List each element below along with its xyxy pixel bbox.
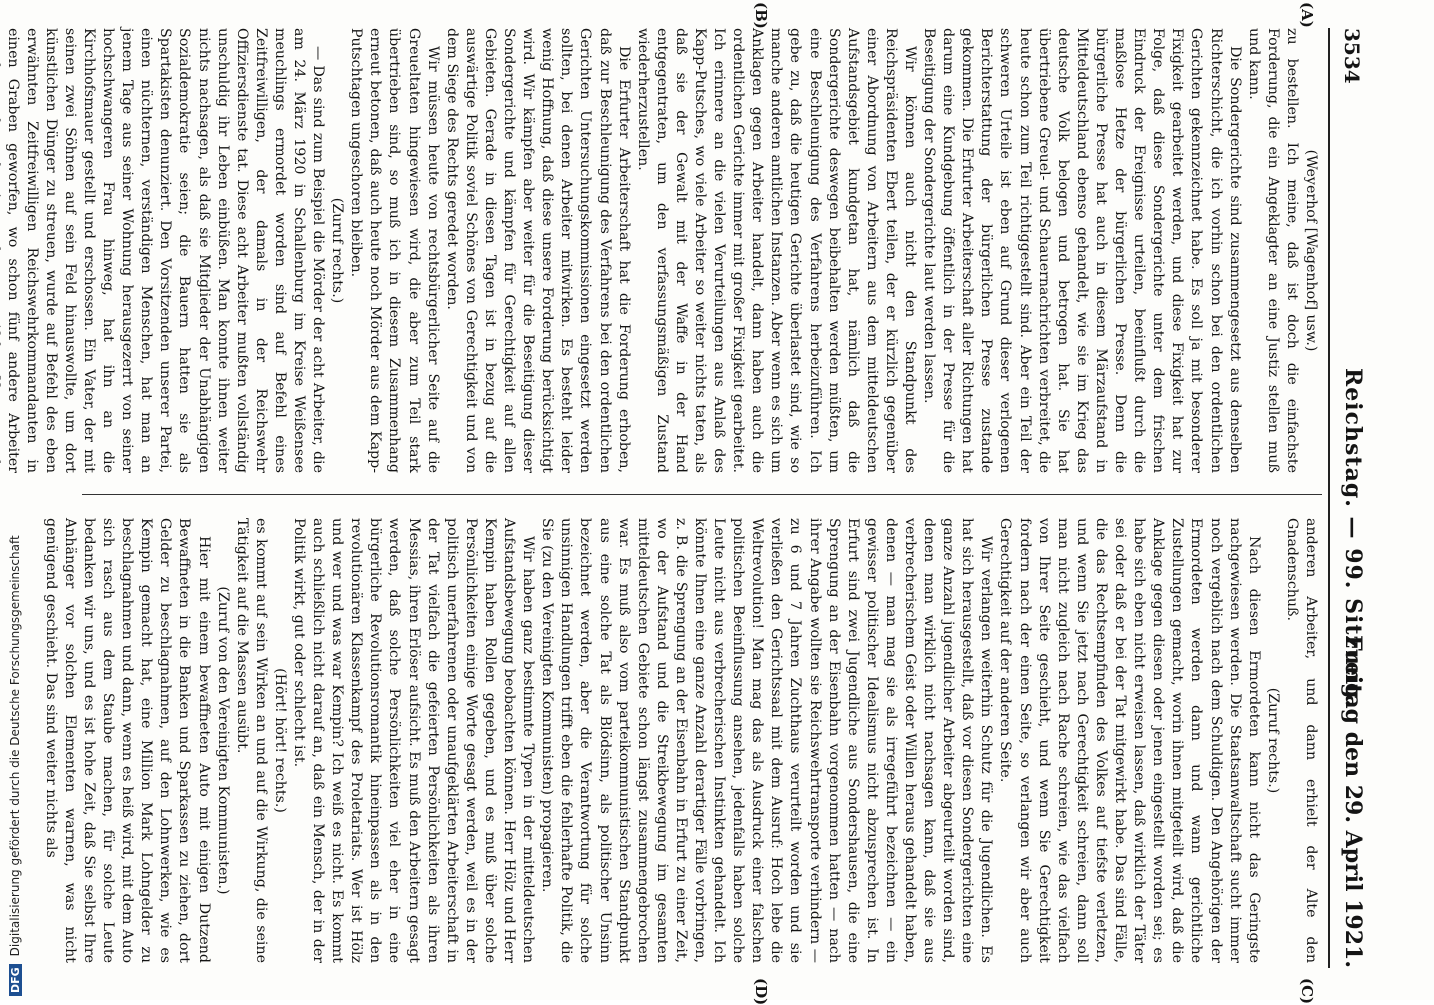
right-column [42, 518, 1320, 963]
session-date: Freitag den 29. April 1921. [1340, 635, 1366, 968]
left-paragraph: Wir müssen heute von rechtsbürgerlicher Seite auf die Greueltaten hingewiesen wird, die aber zum Teil stark übertrieben sind, so muß ich in diesem Zusammenhang erneut betonen, daß auch heute noch Mörder aus dem Kapp-Putschtagen ungeschoren bleiben. [348, 28, 441, 473]
left-column [4, 28, 1320, 473]
margin-marker-a: (A) [1298, 2, 1316, 28]
column-divider [82, 494, 1322, 495]
left-paragraph: (Zuruf rechts.) [329, 197, 346, 304]
credit-line [8, 535, 22, 996]
credit-text: Digitalisierung gefördert durch die Deutsche Forschungsgemeinschaft [8, 535, 22, 957]
margin-marker-c: (C) [1298, 978, 1316, 1005]
left-paragraph: — Das sind zum Beispiel die Mörder der acht Arbeiter, die am 24. März 1920 in Schallenburg im Kreise Weißensee meuchlings ermordet worden sind auf Befehl eines Zeitfreiwilligen, der damals in der Reichswehr Offiziersdienste tat. Diese acht Arbeiter mußten vollständig unschuldig ihr Leben einbüßen. Man konnte ihnen weiter nichts nachsagen, als daß sie Mitglieder der Unabhängigen Sozialdemokratie seien; die Bauern hatten sie als Spartakisten denunziert. Den Vorsitzenden unserer Partei, einen nüchternen, verständigen Menschen, hat man an jenem Tage aus seiner Wohnung herausgezerrt von seiner hochschwangeren Frau hinweg, hat ihn an die Kirchhofsmauer gestellt und erschossen. Ein Vater, der mit seinen zwei Söhnen auf sein Feld hinauswollte, um dort künstlichen Dünger zu streuen, wurde auf Befehl des eben erwähnten Zeitfreiwilligen Reichswehrkommandanten in einen Graben geworfen, wo schon fünf andere Arbeiter [4, 28, 327, 473]
dfg-logo: DFG [9, 964, 22, 996]
right-paragraph: (Hört! hört! rechts.) [271, 668, 288, 813]
left-paragraph: zu bestellen. Ich meine, daß ist doch die einfachste Forderung, die ein Angeklagter an eine Justiz stellen muß und kann. [1245, 28, 1300, 473]
left-paragraph: Die Sondergerichte sind zusammengesetzt aus denselben Richterschicht, die ich vorhin schon bei den ordentlichen Gerichten gekennzeichnet habe. Es soll ja mit besonderer Fixigkeit gearbeitet werden, und diese Fixigkeit hat zur Folge, daß diese Sondergerichte unter dem frischen Eindruck der Ereignisse urteilen, beeinflußt durch die maßlose Hetze der bürgerlichen Presse. Denn die bürgerliche Presse hat auch in diesem Märzaufstand in Mitteldeutschland ebenso gehandelt, wie sie im Krieg das deutsche Volk belogen und betrogen hat. Sie hat übertriebene Greuel- und Schauernachrichten verbreitet, die heute schon zum Teil richtiggestellt sind. Aber ein Teil der schweren Urteile ist eben auf Grund dieser verlogenen Berichterstattung der bürgerlichen Presse zustande gekommen. Die Erfurter Arbeiterschaft aller Richtungen hat darum eine Kundgebung öffentlich in der Presse für die Beseitigung der Sondergerichte laut werden lassen. [921, 28, 1243, 473]
margin-marker-d: (D) [752, 978, 770, 1005]
right-paragraph: Wir haben ganz bestimmte Typen in der mitteldeutschen Aufstandsbewegung beobachten können. Herr Hölz und Herr Kempin haben Rollen gegeben, und es muß über solche Persönlichkeiten einige Worte gesagt werden, weil es in der politisch unerfahrenen oder unaufgeklärten Arbeiterschaft in der Tat vielfach die gefeierten Persönlichkeiten als ihren Messias, ihren Erlöser aufsicht. Es muß den Arbeitern gesagt werden, daß solche Persönlichkeiten viel eher in eine bürgerliche Revolutionsromantik hineinpassen als in den revolutionären Klassenkampf des Proletariats. Wer ist Hölz und wer und was war Kempin? Ich weiß es nicht. Es kommt auch schließlich nicht darauf an, daß ein Mensch, der in der Politik wirkt, gut oder schlecht ist. [291, 518, 537, 963]
right-paragraph: (Zuruf rechts.) [1264, 687, 1281, 794]
page-header [1328, 28, 1370, 968]
right-paragraph: Hier mit einem bewaffneten Auto mit einigen Dutzend Bewaffneten in die Banken und Sparkassen zu ziehen, dort Gelder zu beschlagnahmen, auf den Lohnwerken, wie es Kempin gemacht hat, eine Million Mark Lohngelder zu beschlagnahmen und dann, wenn es heiß wird, mit dem Auto sich rasch aus dem Staube machen, für solche Leute bedanken wir uns, und es ist hohe Zeit, daß Sie selbst Ihre Anhänger vor solchen Elementen warnen, was nicht genügend geschieht. Das sind weiter nichts als [42, 518, 212, 963]
right-paragraph: Wir verlangen weiterhin Schutz für die Jugendlichen. Es hat sich herausgestellt, daß vor diesen Sondergerichten eine ganze Anzahl jugendlicher Arbeiter abgeurteilt worden sind, denen man wirklich nicht nachsagen kann, daß sie aus verbrecherischem Geist oder Willen heraus gehandelt haben, denen — man mag sie als irregeführt bezeichnen — ein gewisser politischer Idealismus nicht abzusprechen ist. In Erfurt sind zwei Jugendliche aus Sondershausen, die eine Sprengung an der Eisenbahn vorgenommen hatten — nach ihrer Angabe wollten sie Reichswehrtransporte verhindern — zu 6 und 7 Jahren Zuchthaus verurteilt worden und sie verließen den Gerichtssaal mit dem Ausruf: Hoch lebe die Weltrevolution! Man mag das als Ausdruck einer falschen politischen Beeinflussung ansehen, jedenfalls haben solche Leute nicht aus verbrecherischen Instinkten gehandelt. Ich könnte Ihnen eine ganze Anzahl derartiger Fälle vorbringen, z. B. die Sprengung an der Eisenbahn in Erfurt zu einer Zeit, wo der Aufstand und die Streikbewegung im gesamten mitteldeutschen Gebiete schon längst zusammengebrochen war. Es muß also vom parteikommunistischen Standpunkt aus eine solche Tat als Blödsinn, als politischer Unsinn bezeichnet werden, aber die Verantwortung für solche unsinnigen Handlungen trifft eben die fehlerhafte Politik, die Sie (zu den Vereinigten Kommunisten) propagieren. [539, 518, 995, 963]
right-paragraph: anderen Arbeiter, und dann erhielt der Alte den Gnadenschuß. [1283, 518, 1319, 963]
right-paragraph: es kommt auf sein Wirken an und auf die Wirkung, die seine Tätigkeit auf die Massen ausübt. [233, 518, 269, 963]
page-number: 3534 [1340, 28, 1364, 84]
right-paragraph: Nach diesen Ermordeten kann nicht das Geringste nachgewiesen werden. Die Staatsanwaltschaft sucht immer noch vergeblich nach dem Schuldigen. Den Angehörigen der Ermordeten werden dann und wann gerichtliche Zustellungen gemacht, worin ihnen mitgeteilt wird, daß die Anklage gegen diesen oder jenen eingestellt worden sei; es habe sich eben nicht erweisen lassen, daß wirklich der Täter sei oder daß er bei der Tat mitgewirkt habe. Das sind Fälle, die das Rechtsempfinden des Volkes auf tiefste verletzen, und wenn Sie jetzt nach Gerechtigkeit schreien, dann soll man nicht zugleich nach Rache schreien, wie das vielfach von Ihrer Seite geschieht, und wenn Sie Gerechtigkeit fordern nach der einen Seite, so verlangen wir aber auch Gerechtigkeit auf der anderen Seite. [997, 518, 1262, 963]
digitization-credit [6, 6, 26, 996]
page-title: Reichstag. — 99. Sitzung. [1340, 368, 1366, 709]
margin-marker-b: (B) [752, 2, 770, 29]
right-paragraph: (Zuruf von den Vereinigten Kommunisten.) [214, 586, 231, 895]
left-paragraph: Wir können auch nicht den Standpunkt des Reichspräsidenten Ebert teilen, der er kürzlich gegenüber einer Abordnung von Arbeitern aus dem mitteldeutschen Aufstandsgebiet kundgetan hat, nämlich daß die Sondergerichte deswegen beibehalten werden müßten, um eine Beschleunigung des Verfahrens herbeizuführen. Ich gebe zu, daß die heutigen Gerichte überlastet sind, wie so manche anderen amtlichen Instanzen. Aber wenn es sich um Anklagen gegen Arbeiter handelt, dann haben auch die ordentlichen Gerichte immer mit großer Fixigkeit gearbeitet. Ich erinnere an die vielen Verurteilungen aus Anlaß des Kapp-Putsches, wo viele Arbeiter so weiter nichts taten, als daß sie der Gewalt mit der Waffe in der Hand entgegentraten, um den verfassungsmäßigen Zustand wiederherzustellen. [634, 28, 919, 473]
left-paragraph: (Weyerhof [Wagenhof] usw.) [1303, 149, 1319, 352]
left-paragraph: Die Erfurter Arbeiterschaft hat die Forderung erhoben, daß zur Beschleunigung des Verfahrens bei den ordentlichen Gerichten Untersuchungskommissionen eingesetzt werden sollten, bei denen Arbeiter mitwirken. Es besteht leider wenig Hoffnung, daß diese unsere Forderung berücksichtigt wird. Wir kämpfen aber weiter für die Beseitigung dieser Sondergerichte und kämpfen für Gerechtigkeit auf allen Gebieten. Gerade in diesen Tagen ist in bezug auf die auswärtige Politik soviel Schönes von Gerechtigkeit und von dem Siege des Rechts geredet worden. [443, 28, 632, 473]
